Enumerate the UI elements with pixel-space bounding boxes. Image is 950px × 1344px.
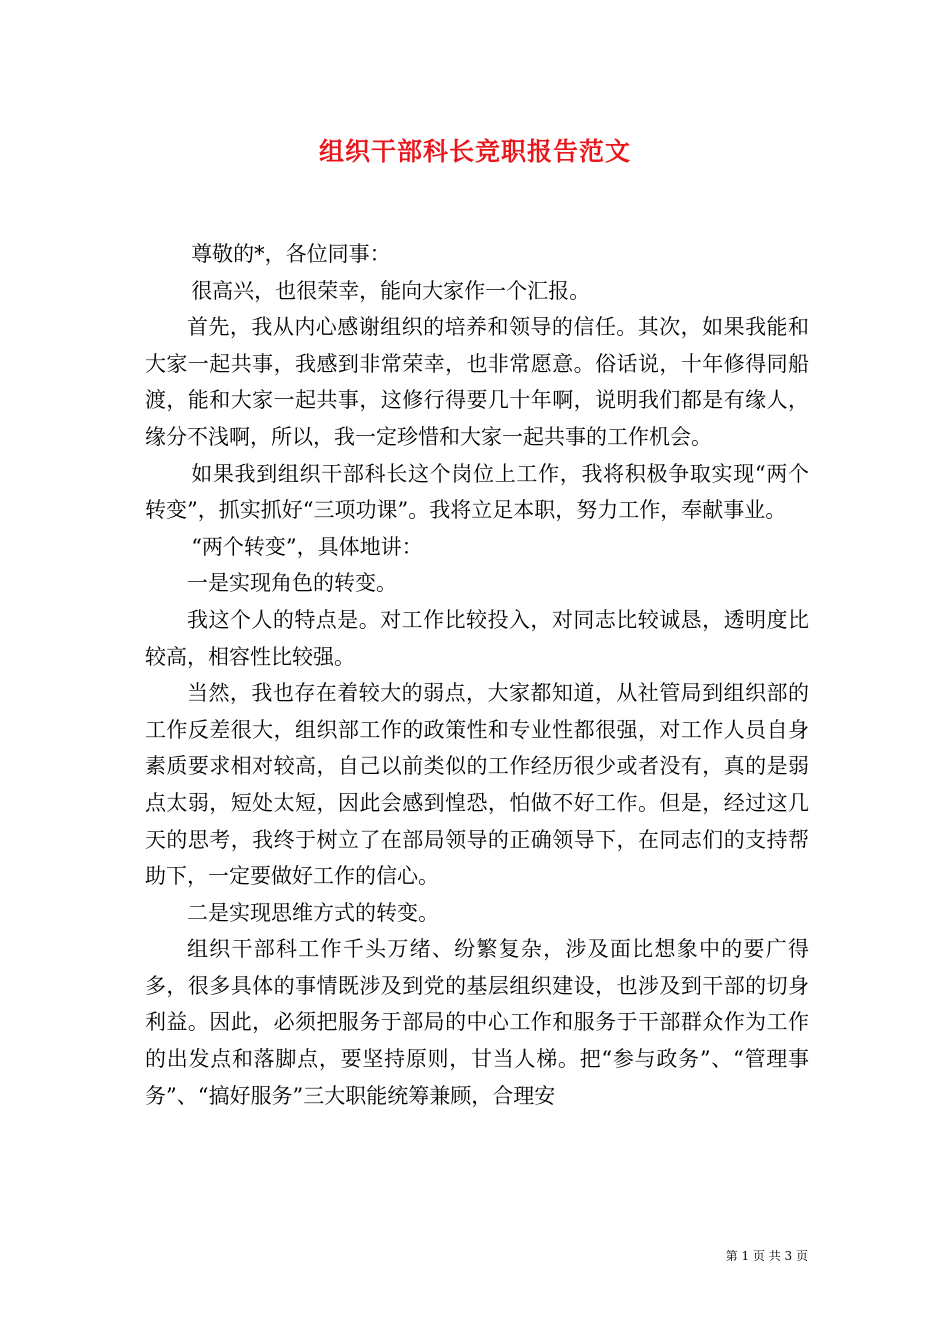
paragraph: 组织干部科工作千头万绪、纷繁复杂，涉及面比想象中的要广得多，很多具体的事情既涉及到党的基层组织建设，也涉及到干部的切身利益。因此，必须把服务于部局的中心工作和服务于干部群众作为工作的出发点和落脚点，要坚持原则，甘当人梯。把“参与政务”、“管理事务”、“搞好服务”三大职能统筹兼顾，合理安 (145, 937, 809, 1108)
paragraph: “两个转变”，具体地讲： (191, 534, 423, 559)
salutation: 尊敬的*，各位同事： (191, 242, 391, 266)
section-heading: 二是实现思维方式的转变。 (187, 900, 439, 925)
document-body (145, 236, 809, 1114)
section-heading: 一是实现角色的转变。 (187, 571, 397, 596)
paragraph: 很高兴，也很荣幸，能向大家作一个汇报。 (191, 278, 591, 303)
paragraph: 首先，我从内心感谢组织的培养和领导的信任。其次，如果我能和大家一起共事，我感到非常荣幸，也非常愿意。俗话说，十年修得同船渡，能和大家一起共事，这修行得要几十年啊，说明我们都是有缘人，缘分不浅啊，所以，我一定珍惜和大家一起共事的工作机会。 (145, 315, 809, 449)
page-number: 第 1 页 共 3 页 (725, 1249, 808, 1263)
paragraph: 如果我到组织干部科长这个岗位上工作，我将积极争取实现“两个转变”，抓实抓好“三项功课”。我将立足本职，努力工作，奉献事业。 (145, 461, 809, 523)
document-title: 组织干部科长竞职报告范文 (318, 137, 631, 166)
paragraph: 当然，我也存在着较大的弱点，大家都知道，从社管局到组织部的工作反差很大，组织部工作的政策性和专业性都很强，对工作人员自身素质要求相对较高，自己以前类似的工作经历很少或者没有，真的是弱点太弱，短处太短，因此会感到惶恐，怕做不好工作。但是，经过这几天的思考，我终于树立了在部局领导的正确领导下，在同志们的支持帮助下，一定要做好工作的信心。 (145, 681, 809, 889)
paragraph: 我这个人的特点是。对工作比较投入，对同志比较诚恳，透明度比较高，相容性比较强。 (145, 607, 809, 669)
